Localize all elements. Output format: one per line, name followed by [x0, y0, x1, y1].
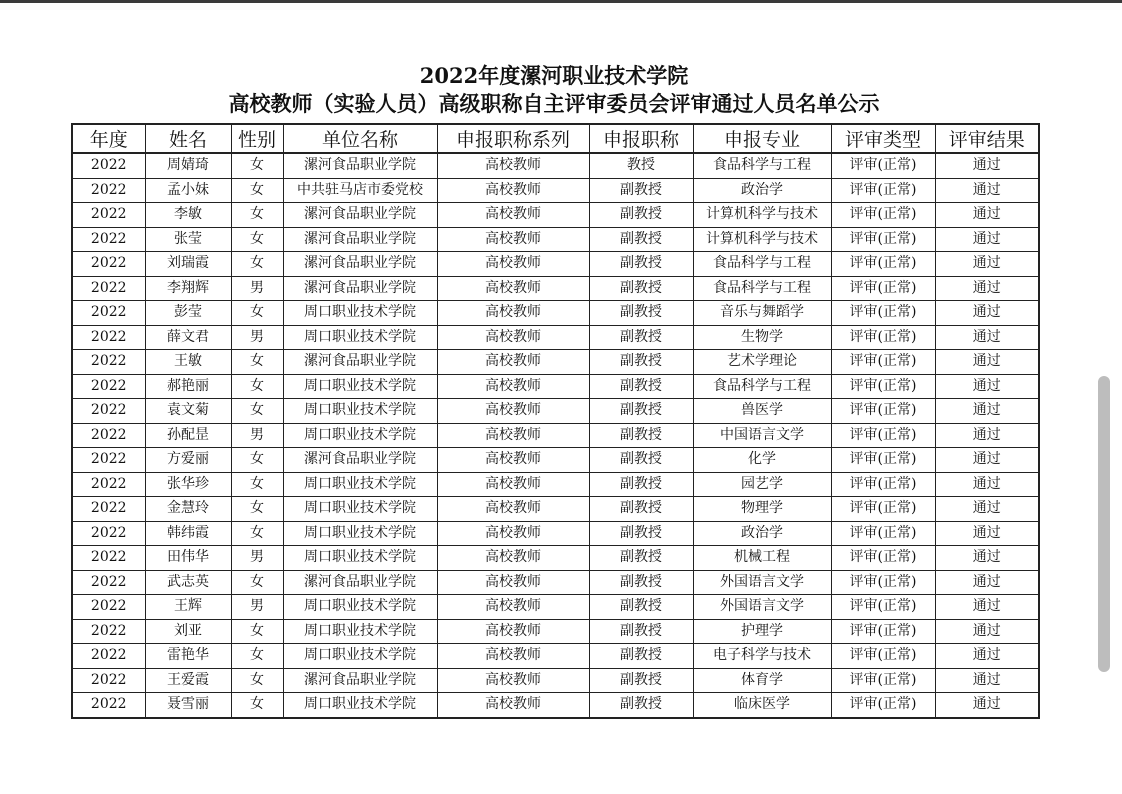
- cell-col-major: 政治学: [693, 178, 831, 203]
- cell-col-gender: 女: [231, 399, 283, 424]
- cell-col-name: 金慧玲: [145, 497, 231, 522]
- cell-col-gender: 女: [231, 178, 283, 203]
- cell-col-name: 薛文君: [145, 325, 231, 350]
- cell-col-gender: 女: [231, 644, 283, 669]
- table-row: [72, 521, 1039, 546]
- cell-col-gender: 女: [231, 521, 283, 546]
- cell-col-year: 2022: [72, 644, 145, 669]
- table-row: [72, 252, 1039, 277]
- cell-col-unit: 周口职业技术学院: [283, 399, 437, 424]
- cell-col-major: 外国语言文学: [693, 595, 831, 620]
- cell-col-major: 食品科学与工程: [693, 374, 831, 399]
- cell-col-title: 副教授: [589, 472, 693, 497]
- cell-col-title: 副教授: [589, 644, 693, 669]
- cell-col-title: 副教授: [589, 227, 693, 252]
- top-border-bar: [0, 0, 1122, 3]
- cell-col-major: 外国语言文学: [693, 570, 831, 595]
- cell-col-major: 食品科学与工程: [693, 252, 831, 277]
- cell-col-gender: 女: [231, 350, 283, 375]
- table-row: [72, 276, 1039, 301]
- cell-col-unit: 周口职业技术学院: [283, 595, 437, 620]
- header-col-unit: 单位名称: [283, 124, 437, 153]
- cell-col-name: 刘瑞霞: [145, 252, 231, 277]
- cell-col-title: 副教授: [589, 203, 693, 228]
- cell-col-unit: 周口职业技术学院: [283, 423, 437, 448]
- cell-col-title-series: 高校教师: [437, 252, 589, 277]
- cell-col-major: 机械工程: [693, 546, 831, 571]
- cell-col-review-type: 评审(正常): [831, 472, 935, 497]
- cell-col-year: 2022: [72, 448, 145, 473]
- cell-col-review-result: 通过: [935, 668, 1039, 693]
- table-row: [72, 448, 1039, 473]
- cell-col-review-type: 评审(正常): [831, 619, 935, 644]
- table-row: [72, 301, 1039, 326]
- cell-col-name: 王爱霞: [145, 668, 231, 693]
- cell-col-year: 2022: [72, 325, 145, 350]
- vertical-scrollbar[interactable]: [1098, 376, 1110, 672]
- cell-col-review-result: 通过: [935, 497, 1039, 522]
- cell-col-unit: 周口职业技术学院: [283, 472, 437, 497]
- cell-col-year: 2022: [72, 546, 145, 571]
- cell-col-review-type: 评审(正常): [831, 399, 935, 424]
- cell-col-title: 副教授: [589, 325, 693, 350]
- cell-col-title: 副教授: [589, 497, 693, 522]
- cell-col-major: 临床医学: [693, 693, 831, 718]
- table-row: [72, 497, 1039, 522]
- table-row: [72, 546, 1039, 571]
- table-row: [72, 203, 1039, 228]
- cell-col-review-result: 通过: [935, 448, 1039, 473]
- cell-col-review-result: 通过: [935, 546, 1039, 571]
- cell-col-review-type: 评审(正常): [831, 595, 935, 620]
- cell-col-title: 副教授: [589, 423, 693, 448]
- cell-col-major: 物理学: [693, 497, 831, 522]
- cell-col-unit: 周口职业技术学院: [283, 619, 437, 644]
- cell-col-name: 张莹: [145, 227, 231, 252]
- header-col-gender: 性别: [231, 124, 283, 153]
- cell-col-review-type: 评审(正常): [831, 521, 935, 546]
- header-col-name: 姓名: [145, 124, 231, 153]
- cell-col-title: 副教授: [589, 546, 693, 571]
- cell-col-title: 副教授: [589, 570, 693, 595]
- cell-col-title-series: 高校教师: [437, 595, 589, 620]
- cell-col-review-type: 评审(正常): [831, 668, 935, 693]
- table-row: [72, 153, 1039, 178]
- cell-col-title: 副教授: [589, 374, 693, 399]
- cell-col-major: 政治学: [693, 521, 831, 546]
- table-row: [72, 619, 1039, 644]
- cell-col-unit: 周口职业技术学院: [283, 644, 437, 669]
- cell-col-major: 体育学: [693, 668, 831, 693]
- cell-col-unit: 漯河食品职业学院: [283, 203, 437, 228]
- table-row: [72, 423, 1039, 448]
- cell-col-title-series: 高校教师: [437, 399, 589, 424]
- cell-col-review-type: 评审(正常): [831, 203, 935, 228]
- header-col-title-series: 申报职称系列: [437, 124, 589, 153]
- cell-col-name: 周婧琦: [145, 153, 231, 178]
- table-row: [72, 595, 1039, 620]
- cell-col-unit: 周口职业技术学院: [283, 521, 437, 546]
- cell-col-year: 2022: [72, 350, 145, 375]
- cell-col-unit: 周口职业技术学院: [283, 497, 437, 522]
- cell-col-review-result: 通过: [935, 301, 1039, 326]
- cell-col-name: 袁文菊: [145, 399, 231, 424]
- table-row: [72, 227, 1039, 252]
- cell-col-title-series: 高校教师: [437, 521, 589, 546]
- cell-col-name: 李翔辉: [145, 276, 231, 301]
- cell-col-name: 田伟华: [145, 546, 231, 571]
- cell-col-unit: 周口职业技术学院: [283, 374, 437, 399]
- document-title: 2022年度漯河职业技术学院: [419, 63, 689, 88]
- cell-col-unit: 漯河食品职业学院: [283, 448, 437, 473]
- cell-col-title-series: 高校教师: [437, 203, 589, 228]
- cell-col-major: 化学: [693, 448, 831, 473]
- cell-col-title-series: 高校教师: [437, 668, 589, 693]
- cell-col-gender: 女: [231, 497, 283, 522]
- cell-col-review-result: 通过: [935, 521, 1039, 546]
- cell-col-gender: 女: [231, 252, 283, 277]
- cell-col-review-result: 通过: [935, 178, 1039, 203]
- cell-col-title: 教授: [589, 153, 693, 178]
- roster-table: [71, 123, 1040, 719]
- cell-col-name: 孙配昰: [145, 423, 231, 448]
- cell-col-title: 副教授: [589, 178, 693, 203]
- cell-col-year: 2022: [72, 399, 145, 424]
- cell-col-major: 兽医学: [693, 399, 831, 424]
- table-header-row: [72, 124, 1039, 153]
- cell-col-year: 2022: [72, 570, 145, 595]
- cell-col-title-series: 高校教师: [437, 693, 589, 718]
- cell-col-year: 2022: [72, 619, 145, 644]
- cell-col-title: 副教授: [589, 399, 693, 424]
- cell-col-year: 2022: [72, 668, 145, 693]
- cell-col-gender: 男: [231, 276, 283, 301]
- table-row: [72, 178, 1039, 203]
- cell-col-review-type: 评审(正常): [831, 448, 935, 473]
- table-row: [72, 693, 1039, 718]
- cell-col-title-series: 高校教师: [437, 423, 589, 448]
- cell-col-review-result: 通过: [935, 374, 1039, 399]
- cell-col-title: 副教授: [589, 668, 693, 693]
- cell-col-name: 王辉: [145, 595, 231, 620]
- cell-col-year: 2022: [72, 301, 145, 326]
- cell-col-review-result: 通过: [935, 595, 1039, 620]
- header-col-major: 申报专业: [693, 124, 831, 153]
- cell-col-gender: 女: [231, 668, 283, 693]
- cell-col-review-type: 评审(正常): [831, 301, 935, 326]
- header-col-title: 申报职称: [589, 124, 693, 153]
- cell-col-gender: 女: [231, 619, 283, 644]
- cell-col-name: 方爱丽: [145, 448, 231, 473]
- cell-col-major: 计算机科学与技术: [693, 203, 831, 228]
- cell-col-name: 张华珍: [145, 472, 231, 497]
- cell-col-review-result: 通过: [935, 227, 1039, 252]
- cell-col-review-result: 通过: [935, 423, 1039, 448]
- header-col-review-type: 评审类型: [831, 124, 935, 153]
- cell-col-gender: 女: [231, 570, 283, 595]
- cell-col-title: 副教授: [589, 301, 693, 326]
- cell-col-unit: 中共驻马店市委党校: [283, 178, 437, 203]
- table-row: [72, 668, 1039, 693]
- table-row: [72, 472, 1039, 497]
- cell-col-review-type: 评审(正常): [831, 497, 935, 522]
- cell-col-gender: 女: [231, 153, 283, 178]
- cell-col-review-type: 评审(正常): [831, 570, 935, 595]
- cell-col-gender: 女: [231, 203, 283, 228]
- cell-col-title-series: 高校教师: [437, 644, 589, 669]
- cell-col-year: 2022: [72, 595, 145, 620]
- cell-col-name: 李敏: [145, 203, 231, 228]
- cell-col-unit: 漯河食品职业学院: [283, 153, 437, 178]
- cell-col-title-series: 高校教师: [437, 301, 589, 326]
- cell-col-name: 武志英: [145, 570, 231, 595]
- cell-col-title-series: 高校教师: [437, 619, 589, 644]
- cell-col-unit: 漯河食品职业学院: [283, 350, 437, 375]
- header-col-year: 年度: [72, 124, 145, 153]
- cell-col-title-series: 高校教师: [437, 227, 589, 252]
- cell-col-review-result: 通过: [935, 252, 1039, 277]
- cell-col-review-type: 评审(正常): [831, 227, 935, 252]
- cell-col-gender: 男: [231, 546, 283, 571]
- cell-col-title: 副教授: [589, 619, 693, 644]
- cell-col-major: 中国语言文学: [693, 423, 831, 448]
- cell-col-title: 副教授: [589, 595, 693, 620]
- cell-col-title-series: 高校教师: [437, 325, 589, 350]
- cell-col-title: 副教授: [589, 448, 693, 473]
- cell-col-name: 聂雪丽: [145, 693, 231, 718]
- cell-col-name: 刘亚: [145, 619, 231, 644]
- cell-col-review-type: 评审(正常): [831, 423, 935, 448]
- cell-col-gender: 女: [231, 301, 283, 326]
- cell-col-year: 2022: [72, 497, 145, 522]
- cell-col-review-type: 评审(正常): [831, 178, 935, 203]
- cell-col-review-result: 通过: [935, 399, 1039, 424]
- cell-col-title: 副教授: [589, 252, 693, 277]
- cell-col-gender: 女: [231, 374, 283, 399]
- cell-col-year: 2022: [72, 472, 145, 497]
- table-row: [72, 350, 1039, 375]
- cell-col-review-type: 评审(正常): [831, 153, 935, 178]
- table-row: [72, 374, 1039, 399]
- cell-col-review-type: 评审(正常): [831, 276, 935, 301]
- cell-col-major: 音乐与舞蹈学: [693, 301, 831, 326]
- cell-col-review-type: 评审(正常): [831, 374, 935, 399]
- cell-col-name: 韩纬霞: [145, 521, 231, 546]
- cell-col-gender: 女: [231, 448, 283, 473]
- cell-col-title-series: 高校教师: [437, 374, 589, 399]
- cell-col-major: 生物学: [693, 325, 831, 350]
- cell-col-year: 2022: [72, 693, 145, 718]
- cell-col-title: 副教授: [589, 693, 693, 718]
- cell-col-year: 2022: [72, 252, 145, 277]
- cell-col-unit: 漯河食品职业学院: [283, 668, 437, 693]
- cell-col-review-type: 评审(正常): [831, 693, 935, 718]
- cell-col-year: 2022: [72, 203, 145, 228]
- cell-col-unit: 周口职业技术学院: [283, 546, 437, 571]
- cell-col-gender: 女: [231, 472, 283, 497]
- cell-col-year: 2022: [72, 178, 145, 203]
- cell-col-review-result: 通过: [935, 619, 1039, 644]
- table-body: [72, 153, 1039, 718]
- cell-col-name: 彭莹: [145, 301, 231, 326]
- cell-col-title-series: 高校教师: [437, 178, 589, 203]
- cell-col-review-result: 通过: [935, 472, 1039, 497]
- cell-col-review-result: 通过: [935, 693, 1039, 718]
- cell-col-review-type: 评审(正常): [831, 546, 935, 571]
- cell-col-major: 食品科学与工程: [693, 276, 831, 301]
- cell-col-gender: 女: [231, 693, 283, 718]
- cell-col-major: 园艺学: [693, 472, 831, 497]
- cell-col-title-series: 高校教师: [437, 472, 589, 497]
- cell-col-title-series: 高校教师: [437, 497, 589, 522]
- cell-col-title-series: 高校教师: [437, 546, 589, 571]
- cell-col-gender: 男: [231, 325, 283, 350]
- cell-col-name: 雷艳华: [145, 644, 231, 669]
- cell-col-major: 护理学: [693, 619, 831, 644]
- cell-col-year: 2022: [72, 227, 145, 252]
- cell-col-major: 计算机科学与技术: [693, 227, 831, 252]
- cell-col-unit: 周口职业技术学院: [283, 693, 437, 718]
- cell-col-major: 食品科学与工程: [693, 153, 831, 178]
- cell-col-major: 电子科学与技术: [693, 644, 831, 669]
- cell-col-year: 2022: [72, 374, 145, 399]
- table-row: [72, 325, 1039, 350]
- cell-col-unit: 漯河食品职业学院: [283, 570, 437, 595]
- cell-col-unit: 漯河食品职业学院: [283, 227, 437, 252]
- cell-col-unit: 周口职业技术学院: [283, 301, 437, 326]
- cell-col-name: 孟小妹: [145, 178, 231, 203]
- cell-col-year: 2022: [72, 153, 145, 178]
- cell-col-review-result: 通过: [935, 570, 1039, 595]
- cell-col-review-result: 通过: [935, 644, 1039, 669]
- cell-col-name: 王敏: [145, 350, 231, 375]
- cell-col-year: 2022: [72, 423, 145, 448]
- cell-col-title-series: 高校教师: [437, 153, 589, 178]
- header-col-review-result: 评审结果: [935, 124, 1039, 153]
- cell-col-year: 2022: [72, 521, 145, 546]
- cell-col-review-type: 评审(正常): [831, 325, 935, 350]
- cell-col-review-type: 评审(正常): [831, 644, 935, 669]
- cell-col-review-type: 评审(正常): [831, 252, 935, 277]
- table-row: [72, 570, 1039, 595]
- cell-col-unit: 漯河食品职业学院: [283, 276, 437, 301]
- cell-col-name: 郝艳丽: [145, 374, 231, 399]
- cell-col-title-series: 高校教师: [437, 570, 589, 595]
- cell-col-title-series: 高校教师: [437, 448, 589, 473]
- cell-col-title-series: 高校教师: [437, 276, 589, 301]
- cell-col-gender: 男: [231, 423, 283, 448]
- cell-col-title: 副教授: [589, 350, 693, 375]
- table-row: [72, 399, 1039, 424]
- cell-col-review-type: 评审(正常): [831, 350, 935, 375]
- cell-col-title: 副教授: [589, 521, 693, 546]
- cell-col-title-series: 高校教师: [437, 350, 589, 375]
- cell-col-year: 2022: [72, 276, 145, 301]
- cell-col-gender: 女: [231, 227, 283, 252]
- table-row: [72, 644, 1039, 669]
- cell-col-unit: 漯河食品职业学院: [283, 252, 437, 277]
- cell-col-review-result: 通过: [935, 350, 1039, 375]
- cell-col-title: 副教授: [589, 276, 693, 301]
- cell-col-review-result: 通过: [935, 276, 1039, 301]
- scrollbar-thumb[interactable]: [1098, 376, 1110, 672]
- cell-col-review-result: 通过: [935, 325, 1039, 350]
- cell-col-review-result: 通过: [935, 153, 1039, 178]
- cell-col-gender: 男: [231, 595, 283, 620]
- document-subtitle: 高校教师（实验人员）高级职称自主评审委员会评审通过人员名单公示: [228, 91, 880, 116]
- cell-col-major: 艺术学理论: [693, 350, 831, 375]
- cell-col-review-result: 通过: [935, 203, 1039, 228]
- cell-col-unit: 周口职业技术学院: [283, 325, 437, 350]
